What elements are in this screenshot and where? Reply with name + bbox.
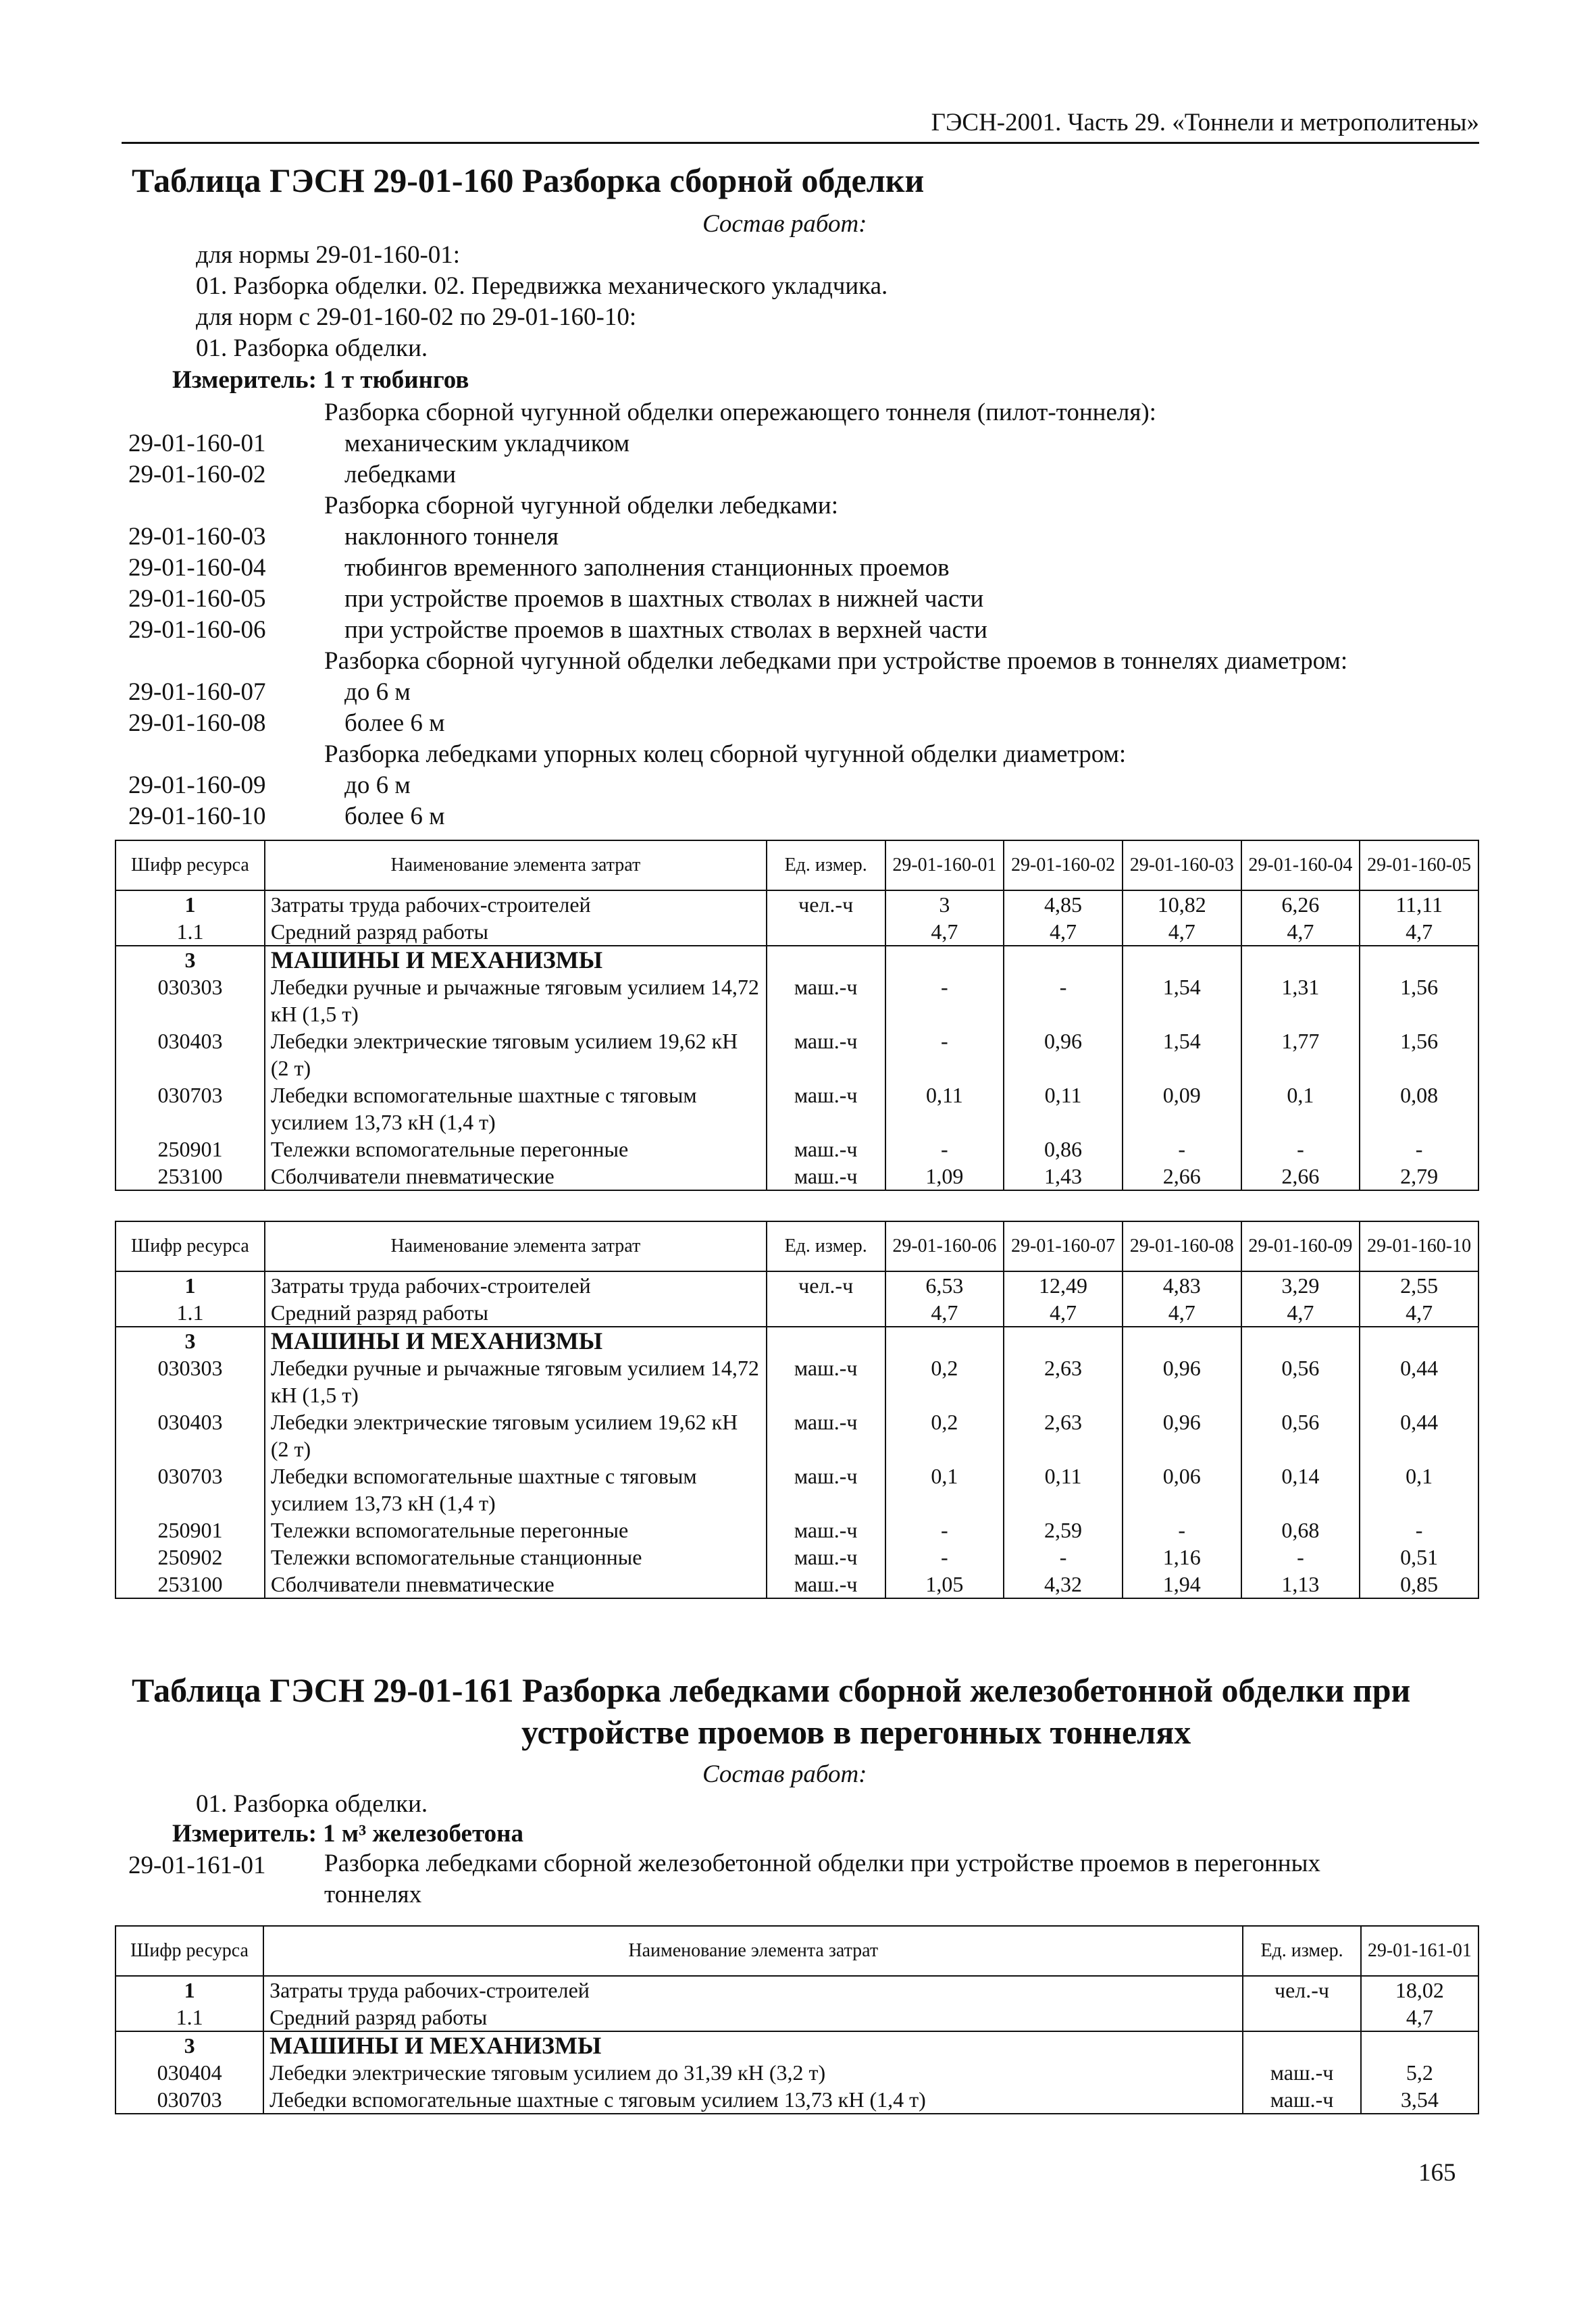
table-row <box>115 973 1478 1027</box>
resource-name: Средний разряд работы <box>263 2004 1243 2031</box>
unit <box>767 1327 885 1354</box>
table-161-meter: Измеритель: 1 м³ железобетона <box>172 1820 523 1848</box>
resource-name: Сболчиватели пневматические <box>265 1571 767 1598</box>
table-161-composition-label: Состав работ: <box>702 1760 867 1788</box>
norm-value: 1,09 <box>885 1163 1004 1190</box>
unit: маш.-ч <box>767 1354 885 1408</box>
column-header: 29-01-160-02 <box>1004 840 1123 890</box>
table-row <box>115 1327 1478 1354</box>
norm-code: 29-01-160-08 <box>128 709 266 737</box>
norm-value: 4,7 <box>1123 918 1241 946</box>
resource-code: 1 <box>115 890 265 918</box>
table-row <box>115 1299 1478 1327</box>
resource-code: 030303 <box>115 1354 265 1408</box>
column-header: 29-01-160-05 <box>1360 840 1478 890</box>
norm-value: 10,82 <box>1123 890 1241 918</box>
norm-value: 4,7 <box>1361 2004 1478 2031</box>
resource-code: 3 <box>115 946 265 973</box>
norm-value: 1,56 <box>1360 973 1478 1027</box>
unit: маш.-ч <box>767 1027 885 1082</box>
norm-value <box>885 946 1004 973</box>
resource-name: Лебедки вспомогательные шахтные с тяговым усилием 13,73 кН (1,4 т) <box>265 1463 767 1517</box>
unit: маш.-ч <box>767 973 885 1027</box>
resource-table-161 <box>115 1925 1479 2114</box>
work-line: для норм с 29-01-160-02 по 29-01-160-10: <box>196 303 637 331</box>
norm-value <box>1004 1327 1123 1354</box>
table-row <box>115 2059 1478 2086</box>
norm-value: 11,11 <box>1360 890 1478 918</box>
table-row <box>115 1163 1478 1190</box>
norm-text: при устройстве проемов в шахтных стволах в верхней части <box>344 616 987 644</box>
resource-code: 030403 <box>115 1027 265 1082</box>
norm-value: 0,08 <box>1360 1082 1478 1136</box>
resource-name: Затраты труда рабочих-строителей <box>263 1976 1243 2004</box>
resource-code: 250901 <box>115 1136 265 1163</box>
norm-value: - <box>1004 1544 1123 1571</box>
resource-name: МАШИНЫ И МЕХАНИЗМЫ <box>265 946 767 973</box>
table-row <box>115 1136 1478 1163</box>
norm-value: 2,59 <box>1004 1517 1123 1544</box>
resource-code: 250902 <box>115 1544 265 1571</box>
norm-value: 0,96 <box>1123 1408 1241 1463</box>
unit: чел.-ч <box>767 1271 885 1299</box>
norm-value: - <box>885 1544 1004 1571</box>
column-header: 29-01-160-07 <box>1004 1221 1123 1271</box>
column-header: 29-01-160-10 <box>1360 1221 1478 1271</box>
work-line: для нормы 29-01-160-01: <box>196 241 461 269</box>
norm-text: лебедками <box>344 461 457 488</box>
column-header: Шифр ресурса <box>115 1221 265 1271</box>
unit: маш.-ч <box>767 1136 885 1163</box>
norm-value: - <box>885 1027 1004 1082</box>
resource-code: 030404 <box>115 2059 263 2086</box>
norm-code: 29-01-160-01 <box>128 430 266 457</box>
table-160-composition-label: Состав работ: <box>702 210 867 238</box>
norm-value <box>1241 1327 1360 1354</box>
norm-value: 0,51 <box>1360 1544 1478 1571</box>
norm-value: 2,55 <box>1360 1271 1478 1299</box>
unit: маш.-ч <box>767 1082 885 1136</box>
norm-value: - <box>885 1136 1004 1163</box>
norm-group-heading: Разборка сборной чугунной обделки опережающего тоннеля (пилот-тоннеля): <box>324 399 1156 426</box>
norm-text: механическим укладчиком <box>344 430 630 457</box>
unit: маш.-ч <box>1243 2086 1360 2114</box>
norm-value <box>1241 946 1360 973</box>
norm-value: 0,11 <box>885 1082 1004 1136</box>
resource-code: 3 <box>115 2031 263 2059</box>
unit: чел.-ч <box>767 890 885 918</box>
unit: маш.-ч <box>767 1408 885 1463</box>
column-header: Наименование элемента затрат <box>263 1926 1243 1976</box>
resource-code: 030703 <box>115 1082 265 1136</box>
norm-value: 1,54 <box>1123 973 1241 1027</box>
norm-value: - <box>885 973 1004 1027</box>
norm-value: 1,56 <box>1360 1027 1478 1082</box>
norm-value: 1,16 <box>1123 1544 1241 1571</box>
table-row <box>115 946 1478 973</box>
norm-value: 0,2 <box>885 1408 1004 1463</box>
resource-name: Лебедки ручные и рычажные тяговым усилием 14,72 кН (1,5 т) <box>265 1354 767 1408</box>
norm-value: 1,05 <box>885 1571 1004 1598</box>
norm-code: 29-01-160-02 <box>128 461 266 488</box>
norm-value: 18,02 <box>1361 1976 1478 2004</box>
resource-name: Сболчиватели пневматические <box>265 1163 767 1190</box>
norm-value: 2,66 <box>1241 1163 1360 1190</box>
resource-name: Тележки вспомогательные перегонные <box>265 1517 767 1544</box>
table-header-row <box>115 1926 1478 1976</box>
norm-value: 1,94 <box>1123 1571 1241 1598</box>
norm-value: 1,13 <box>1241 1571 1360 1598</box>
norm-value: 3 <box>885 890 1004 918</box>
resource-code: 1.1 <box>115 1299 265 1327</box>
table-row <box>115 1271 1478 1299</box>
resource-name: МАШИНЫ И МЕХАНИЗМЫ <box>265 1327 767 1354</box>
norm-value: 0,09 <box>1123 1082 1241 1136</box>
norm-value: 1,31 <box>1241 973 1360 1027</box>
norm-value: 0,68 <box>1241 1517 1360 1544</box>
norm-value: 2,63 <box>1004 1354 1123 1408</box>
unit <box>767 946 885 973</box>
column-header: 29-01-160-01 <box>885 840 1004 890</box>
resource-name: Затраты труда рабочих-строителей <box>265 1271 767 1299</box>
resource-name: Лебедки вспомогательные шахтные с тяговым усилием 13,73 кН (1,4 т) <box>263 2086 1243 2114</box>
resource-name: Лебедки электрические тяговым усилием 19,62 кН (2 т) <box>265 1027 767 1082</box>
table-161-work-line: 01. Разборка обделки. <box>196 1790 428 1818</box>
unit <box>767 918 885 946</box>
norm-value <box>1004 946 1123 973</box>
norm-value: - <box>1004 973 1123 1027</box>
norm-value: 3,29 <box>1241 1271 1360 1299</box>
column-header: Ед. измер. <box>767 840 885 890</box>
table-row <box>115 918 1478 946</box>
norm-value <box>1123 1327 1241 1354</box>
norm-code: 29-01-160-03 <box>128 523 266 551</box>
norm-value: - <box>1241 1544 1360 1571</box>
norm-value: 1,54 <box>1123 1027 1241 1082</box>
norm-value: - <box>885 1517 1004 1544</box>
table-row <box>115 1571 1478 1598</box>
table-row <box>115 2031 1478 2059</box>
unit: маш.-ч <box>767 1463 885 1517</box>
resource-code: 030703 <box>115 2086 263 2114</box>
norm-value: - <box>1123 1136 1241 1163</box>
norm-text: при устройстве проемов в шахтных стволах в нижней части <box>344 585 984 613</box>
resource-code: 1.1 <box>115 2004 263 2031</box>
column-header: Наименование элемента затрат <box>265 840 767 890</box>
norm-value: 0,85 <box>1360 1571 1478 1598</box>
table-row <box>115 2086 1478 2114</box>
norm-text: более 6 м <box>344 709 445 737</box>
unit <box>1243 2004 1360 2031</box>
column-header: Наименование элемента затрат <box>265 1221 767 1271</box>
norm-value: 6,53 <box>885 1271 1004 1299</box>
resource-table-160-a <box>115 840 1479 1191</box>
table-row <box>115 1544 1478 1571</box>
norm-value: 0,06 <box>1123 1463 1241 1517</box>
norm-value: - <box>1123 1517 1241 1544</box>
unit <box>1243 2031 1360 2059</box>
page-number: 165 <box>1418 2159 1456 2187</box>
resource-name: Затраты труда рабочих-строителей <box>265 890 767 918</box>
resource-code: 250901 <box>115 1517 265 1544</box>
norm-value: 4,83 <box>1123 1271 1241 1299</box>
table-row <box>115 1354 1478 1408</box>
table-row <box>115 1517 1478 1544</box>
work-line: 01. Разборка обделки. <box>196 334 428 362</box>
norm-value: 2,66 <box>1123 1163 1241 1190</box>
norm-value: - <box>1360 1136 1478 1163</box>
norm-value: 0,96 <box>1123 1354 1241 1408</box>
running-header-text: ГЭСН-2001. Часть 29. «Тоннели и метрополитены» <box>931 109 1479 136</box>
norm-value: 0,11 <box>1004 1082 1123 1136</box>
norm-value <box>1123 946 1241 973</box>
resource-code: 030703 <box>115 1463 265 1517</box>
norm-value: 0,11 <box>1004 1463 1123 1517</box>
norm-text-cont: тоннелях <box>324 1881 422 1908</box>
resource-code: 3 <box>115 1327 265 1354</box>
norm-value: - <box>1241 1136 1360 1163</box>
table-161-title-line1: Таблица ГЭСН 29-01-161 Разборка лебедками сборной железобетонной обделки при <box>132 1671 1411 1709</box>
table-row <box>115 1976 1478 2004</box>
running-header <box>122 107 1479 144</box>
unit <box>767 1299 885 1327</box>
unit: маш.-ч <box>767 1517 885 1544</box>
table-row <box>115 890 1478 918</box>
table-161-title-line2: устройстве проемов в перегонных тоннелях <box>521 1713 1191 1751</box>
norm-code: 29-01-160-07 <box>128 678 266 706</box>
resource-table-160-b <box>115 1221 1479 1599</box>
unit: маш.-ч <box>1243 2059 1360 2086</box>
norm-value: 5,2 <box>1361 2059 1478 2086</box>
resource-name: Средний разряд работы <box>265 918 767 946</box>
norm-value: 2,63 <box>1004 1408 1123 1463</box>
norm-code: 29-01-161-01 <box>128 1852 266 1879</box>
norm-value: 0,14 <box>1241 1463 1360 1517</box>
table-header-row <box>115 1221 1478 1271</box>
norm-value <box>1361 2031 1478 2059</box>
table-row <box>115 2004 1478 2031</box>
norm-value: 0,1 <box>885 1463 1004 1517</box>
resource-name: Тележки вспомогательные станционные <box>265 1544 767 1571</box>
resource-name: МАШИНЫ И МЕХАНИЗМЫ <box>263 2031 1243 2059</box>
column-header: 29-01-161-01 <box>1361 1926 1478 1976</box>
norm-value: 0,1 <box>1241 1082 1360 1136</box>
resource-code: 253100 <box>115 1571 265 1598</box>
norm-value: - <box>1360 1517 1478 1544</box>
resource-name: Тележки вспомогательные перегонные <box>265 1136 767 1163</box>
column-header: Ед. измер. <box>767 1221 885 1271</box>
unit: маш.-ч <box>767 1163 885 1190</box>
norm-text: до 6 м <box>344 771 411 799</box>
resource-code: 030403 <box>115 1408 265 1463</box>
norm-text: тюбингов временного заполнения станционных проемов <box>344 554 950 582</box>
norm-code: 29-01-160-09 <box>128 771 266 799</box>
column-header: Шифр ресурса <box>115 840 265 890</box>
column-header: 29-01-160-08 <box>1123 1221 1241 1271</box>
norm-code: 29-01-160-06 <box>128 616 266 644</box>
resource-code: 1 <box>115 1271 265 1299</box>
table-160-work-list <box>196 240 887 364</box>
norm-value <box>1360 946 1478 973</box>
norm-value: 0,1 <box>1360 1463 1478 1517</box>
norm-value: 3,54 <box>1361 2086 1478 2114</box>
norm-text: наклонного тоннеля <box>344 523 559 551</box>
norm-code: 29-01-160-04 <box>128 554 266 582</box>
resource-name: Лебедки вспомогательные шахтные с тяговым усилием 13,73 кН (1,4 т) <box>265 1082 767 1136</box>
norm-group-heading: Разборка сборной чугунной обделки лебедками при устройстве проемов в тоннелях диаметром: <box>324 647 1348 675</box>
unit: чел.-ч <box>1243 1976 1360 2004</box>
norm-value: 0,96 <box>1004 1027 1123 1082</box>
norm-group-heading: Разборка лебедками упорных колец сборной чугунной обделки диаметром: <box>324 740 1127 768</box>
norm-text: Разборка лебедками сборной железобетонной обделки при устройстве проемов в перегонных <box>324 1850 1320 1877</box>
norm-value: 4,7 <box>1004 918 1123 946</box>
norm-value: 4,32 <box>1004 1571 1123 1598</box>
table-row <box>115 1082 1478 1136</box>
resource-code: 1 <box>115 1976 263 2004</box>
norm-value: 0,56 <box>1241 1354 1360 1408</box>
norm-value: 0,56 <box>1241 1408 1360 1463</box>
column-header: 29-01-160-03 <box>1123 840 1241 890</box>
column-header: 29-01-160-06 <box>885 1221 1004 1271</box>
norm-value: 6,26 <box>1241 890 1360 918</box>
norm-value: 4,7 <box>1241 1299 1360 1327</box>
resource-code: 1.1 <box>115 918 265 946</box>
norm-value: 4,7 <box>1241 918 1360 946</box>
table-row <box>115 1408 1478 1463</box>
norm-value: 4,85 <box>1004 890 1123 918</box>
table-header-row <box>115 840 1478 890</box>
unit: маш.-ч <box>767 1544 885 1571</box>
table-row <box>115 1463 1478 1517</box>
norm-code: 29-01-160-05 <box>128 585 266 613</box>
table-160-meter: Измеритель: 1 т тюбингов <box>172 366 469 394</box>
resource-code: 030303 <box>115 973 265 1027</box>
norm-code: 29-01-160-10 <box>128 803 266 830</box>
resource-name: Лебедки электрические тяговым усилием до 31,39 кН (3,2 т) <box>263 2059 1243 2086</box>
norm-group-heading: Разборка сборной чугунной обделки лебедками: <box>324 492 838 519</box>
norm-value: 1,43 <box>1004 1163 1123 1190</box>
work-line: 01. Разборка обделки. 02. Передвижка механического укладчика. <box>196 272 888 300</box>
norm-text: до 6 м <box>344 678 411 706</box>
norm-value: 4,7 <box>1123 1299 1241 1327</box>
table-160-title: Таблица ГЭСН 29-01-160 Разборка сборной обделки <box>132 161 925 199</box>
norm-value: 4,7 <box>1360 1299 1478 1327</box>
norm-value: 0,44 <box>1360 1408 1478 1463</box>
column-header: Шифр ресурса <box>115 1926 263 1976</box>
norm-value: 4,7 <box>1004 1299 1123 1327</box>
resource-name: Лебедки ручные и рычажные тяговым усилием 14,72 кН (1,5 т) <box>265 973 767 1027</box>
norm-value: 12,49 <box>1004 1271 1123 1299</box>
norm-value: 0,86 <box>1004 1136 1123 1163</box>
resource-name: Лебедки электрические тяговым усилием 19,62 кН (2 т) <box>265 1408 767 1463</box>
norm-value: 4,7 <box>885 1299 1004 1327</box>
column-header: Ед. измер. <box>1243 1926 1360 1976</box>
norm-value <box>1360 1327 1478 1354</box>
norm-value: 2,79 <box>1360 1163 1478 1190</box>
column-header: 29-01-160-09 <box>1241 1221 1360 1271</box>
norm-text: более 6 м <box>344 803 445 830</box>
norm-value: 1,77 <box>1241 1027 1360 1082</box>
resource-name: Средний разряд работы <box>265 1299 767 1327</box>
column-header: 29-01-160-04 <box>1241 840 1360 890</box>
norm-value: 4,7 <box>1360 918 1478 946</box>
norm-value: 0,2 <box>885 1354 1004 1408</box>
norm-value: 4,7 <box>885 918 1004 946</box>
norm-value: 0,44 <box>1360 1354 1478 1408</box>
resource-code: 253100 <box>115 1163 265 1190</box>
norm-value <box>885 1327 1004 1354</box>
unit: маш.-ч <box>767 1571 885 1598</box>
table-row <box>115 1027 1478 1082</box>
